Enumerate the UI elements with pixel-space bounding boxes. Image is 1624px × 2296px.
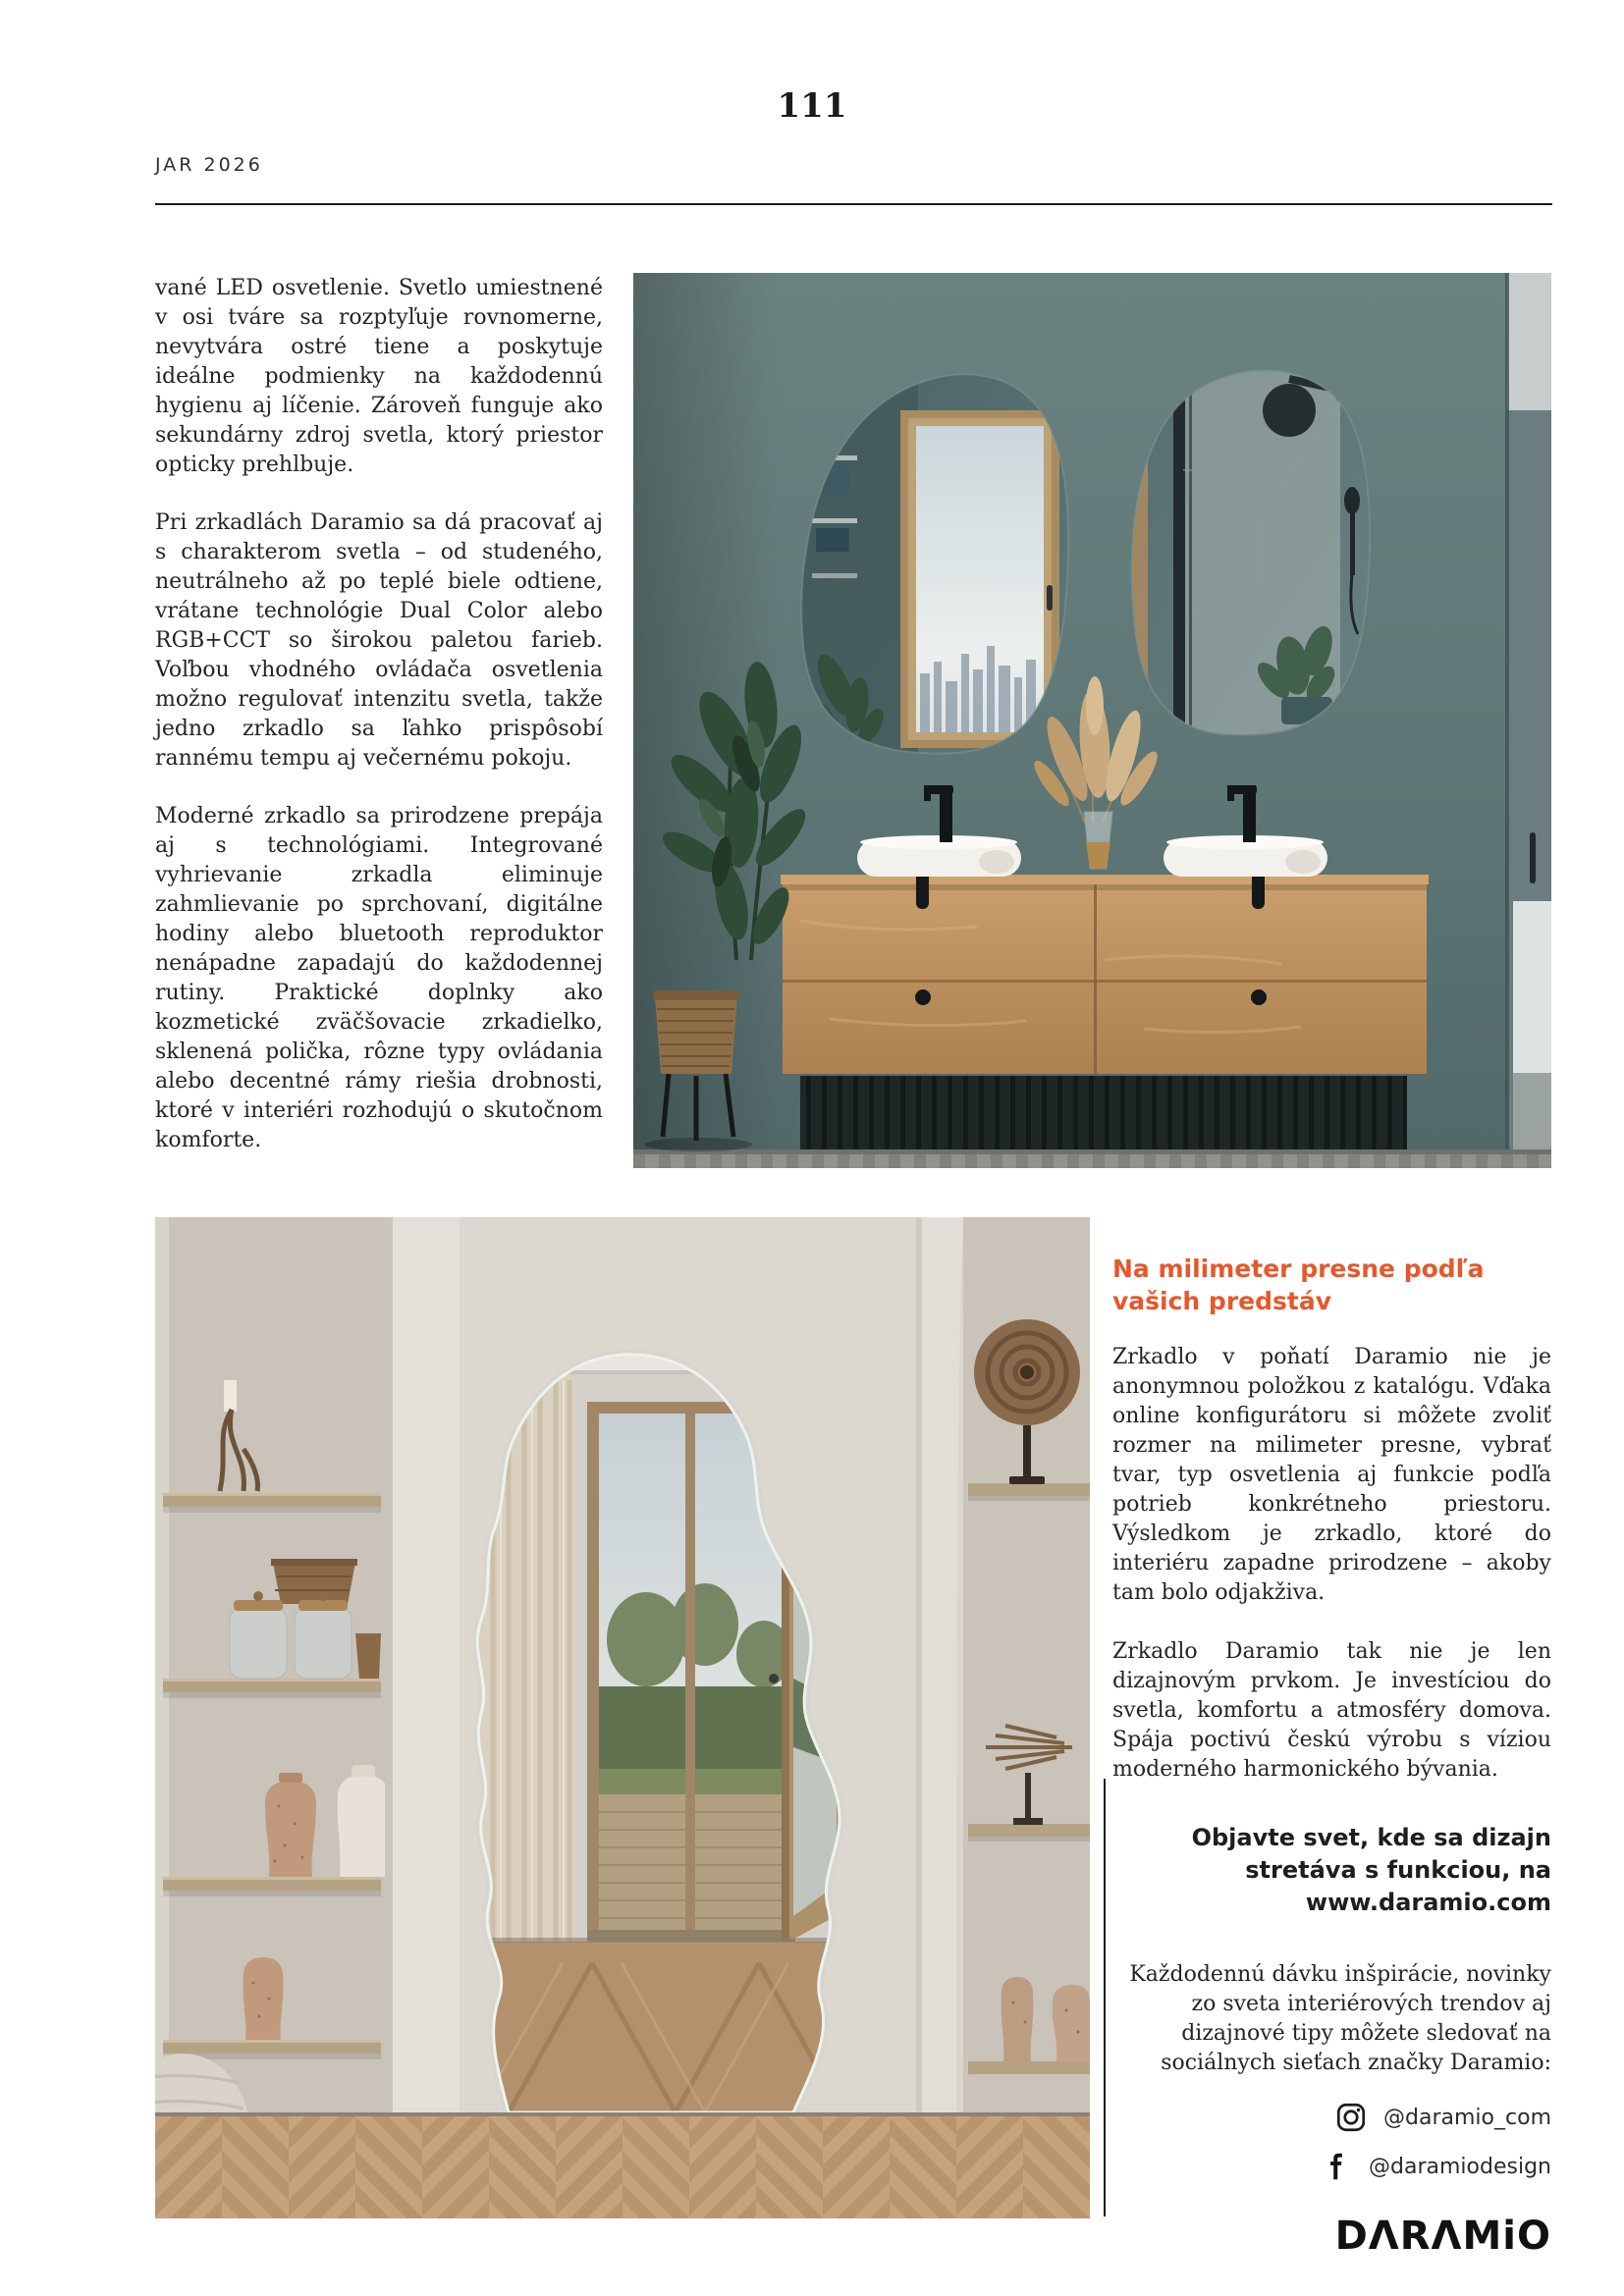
body-paragraph: Zrkadlo Daramio tak nie je len dizajnovým prvkom. Je investíciou do svetla, komfortu a atmosféry domova. Spája poctivú českú výrobu s víziou moderného harmonického bývania. — [1112, 1639, 1551, 1782]
callout-line: stretáva s funkciou, na — [1245, 1856, 1551, 1884]
right-text-column — [1112, 1253, 1551, 2259]
facebook-row — [1112, 2149, 1551, 2184]
left-text-column — [155, 274, 603, 1184]
page-number: 111 — [777, 86, 847, 126]
instagram-handle: @daramio_com — [1383, 2105, 1551, 2130]
hallway-illustration — [155, 1217, 1090, 2218]
instagram-icon — [1333, 2100, 1369, 2135]
body-paragraph: Pri zrkadlách Daramio sa dá pracovať aj s charakterom svetla – od studeného, neutrálneho až po teplé biele odtiene, vrátane technológie Dual Color alebo RGB+CCT so širokou paletou farieb. Voľbou vhodného ovládača osvetlenia možno regulovať intenzitu svetla, takže jedno zrkadlo sa ľahko prispôsobí rannému tempu aj večernému pokoju. — [155, 510, 603, 771]
facebook-handle: @daramiodesign — [1369, 2154, 1551, 2179]
wooden-vanity — [781, 864, 1429, 1074]
photo-hallway-mirror — [155, 1217, 1090, 2218]
bathroom-floor — [633, 1149, 1551, 1168]
basin-left — [857, 835, 1021, 877]
pilaster-shadow — [385, 1217, 393, 2112]
body-paragraph: Moderné zrkadlo sa prirodzene prepája aj s technológiami. Integrované vyhrievanie zrkadla eliminuje zahmlievanie po sprchovaní, digitálne hodiny alebo bluetooth reproduktor nenápadne zapadajú do každodennej rutiny. Praktické doplnky ako kozmetické zväčšovacie zrkadielko, sklenená polička, rôzne typy ovládania alebo decentné rámy riešia drobnosti, ktoré v interiéri rozhodujú o skutočnom komforte. — [155, 804, 603, 1152]
body-paragraph: Zrkadlo v poňatí Daramio nie je anonymnou položkou z katalógu. Vďaka online konfigurátoru si môžete zvoliť rozmer na milimeter presne, vybrať tvar, typ osvetlenia aj funkcie podľa potrieb konkrétneho priestoru. Výsledkom je zrkadlo, ktoré do interiéru zapadne prirodzene – akoby tam bolo odjakživa. — [1112, 1345, 1551, 1605]
chevron-parquet-floor — [155, 2112, 1090, 2218]
instagram-row — [1112, 2100, 1551, 2135]
section-heading: Na milimeter presne podľa vašich predstáv — [1112, 1255, 1485, 1315]
right-shelf-niche — [963, 1217, 1090, 2112]
issue-label: JAR 2026 — [155, 154, 263, 176]
social-intro-text: Každodennú dávku inšpirácie, novinky zo sveta interiérových trendov aj dizajnové tipy môžete sledovať na sociálnych sieťach značky Daramio: — [1129, 1962, 1551, 2075]
website-callout — [1112, 1822, 1551, 1919]
bathroom-illustration — [633, 273, 1551, 1168]
callout-line: Objavte svet, kde sa dizajn — [1191, 1824, 1551, 1851]
reflection-floor — [450, 1938, 862, 2120]
left-shelf-niche — [155, 1217, 389, 2207]
website-url: www.daramio.com — [1305, 1889, 1551, 1916]
header-rule — [155, 203, 1552, 205]
drawer-knob-right — [1251, 989, 1267, 1005]
photo-bathroom-mirrors — [633, 273, 1551, 1168]
cta-vertical-rule — [1104, 1779, 1106, 2216]
vanity-plinth — [800, 1076, 1407, 1149]
daramio-logo: DΛRΛMiO — [1334, 2214, 1551, 2259]
body-paragraph: vané LED osvetlenie. Svetlo umiestnené v osi tváre sa rozptyľuje rovnomerne, nevytvára ostré tiene a poskytuje ideálne podmienky na každodennú hygienu aj líčenie. Zároveň funguje ako sekundárny zdroj svetla, ktorý priestor opticky prehlbuje. — [155, 276, 603, 477]
right-arch-column — [916, 1217, 963, 2112]
drawer-knob-left — [915, 989, 931, 1005]
wall-pilaster — [385, 1217, 460, 2112]
facebook-icon — [1319, 2149, 1354, 2184]
